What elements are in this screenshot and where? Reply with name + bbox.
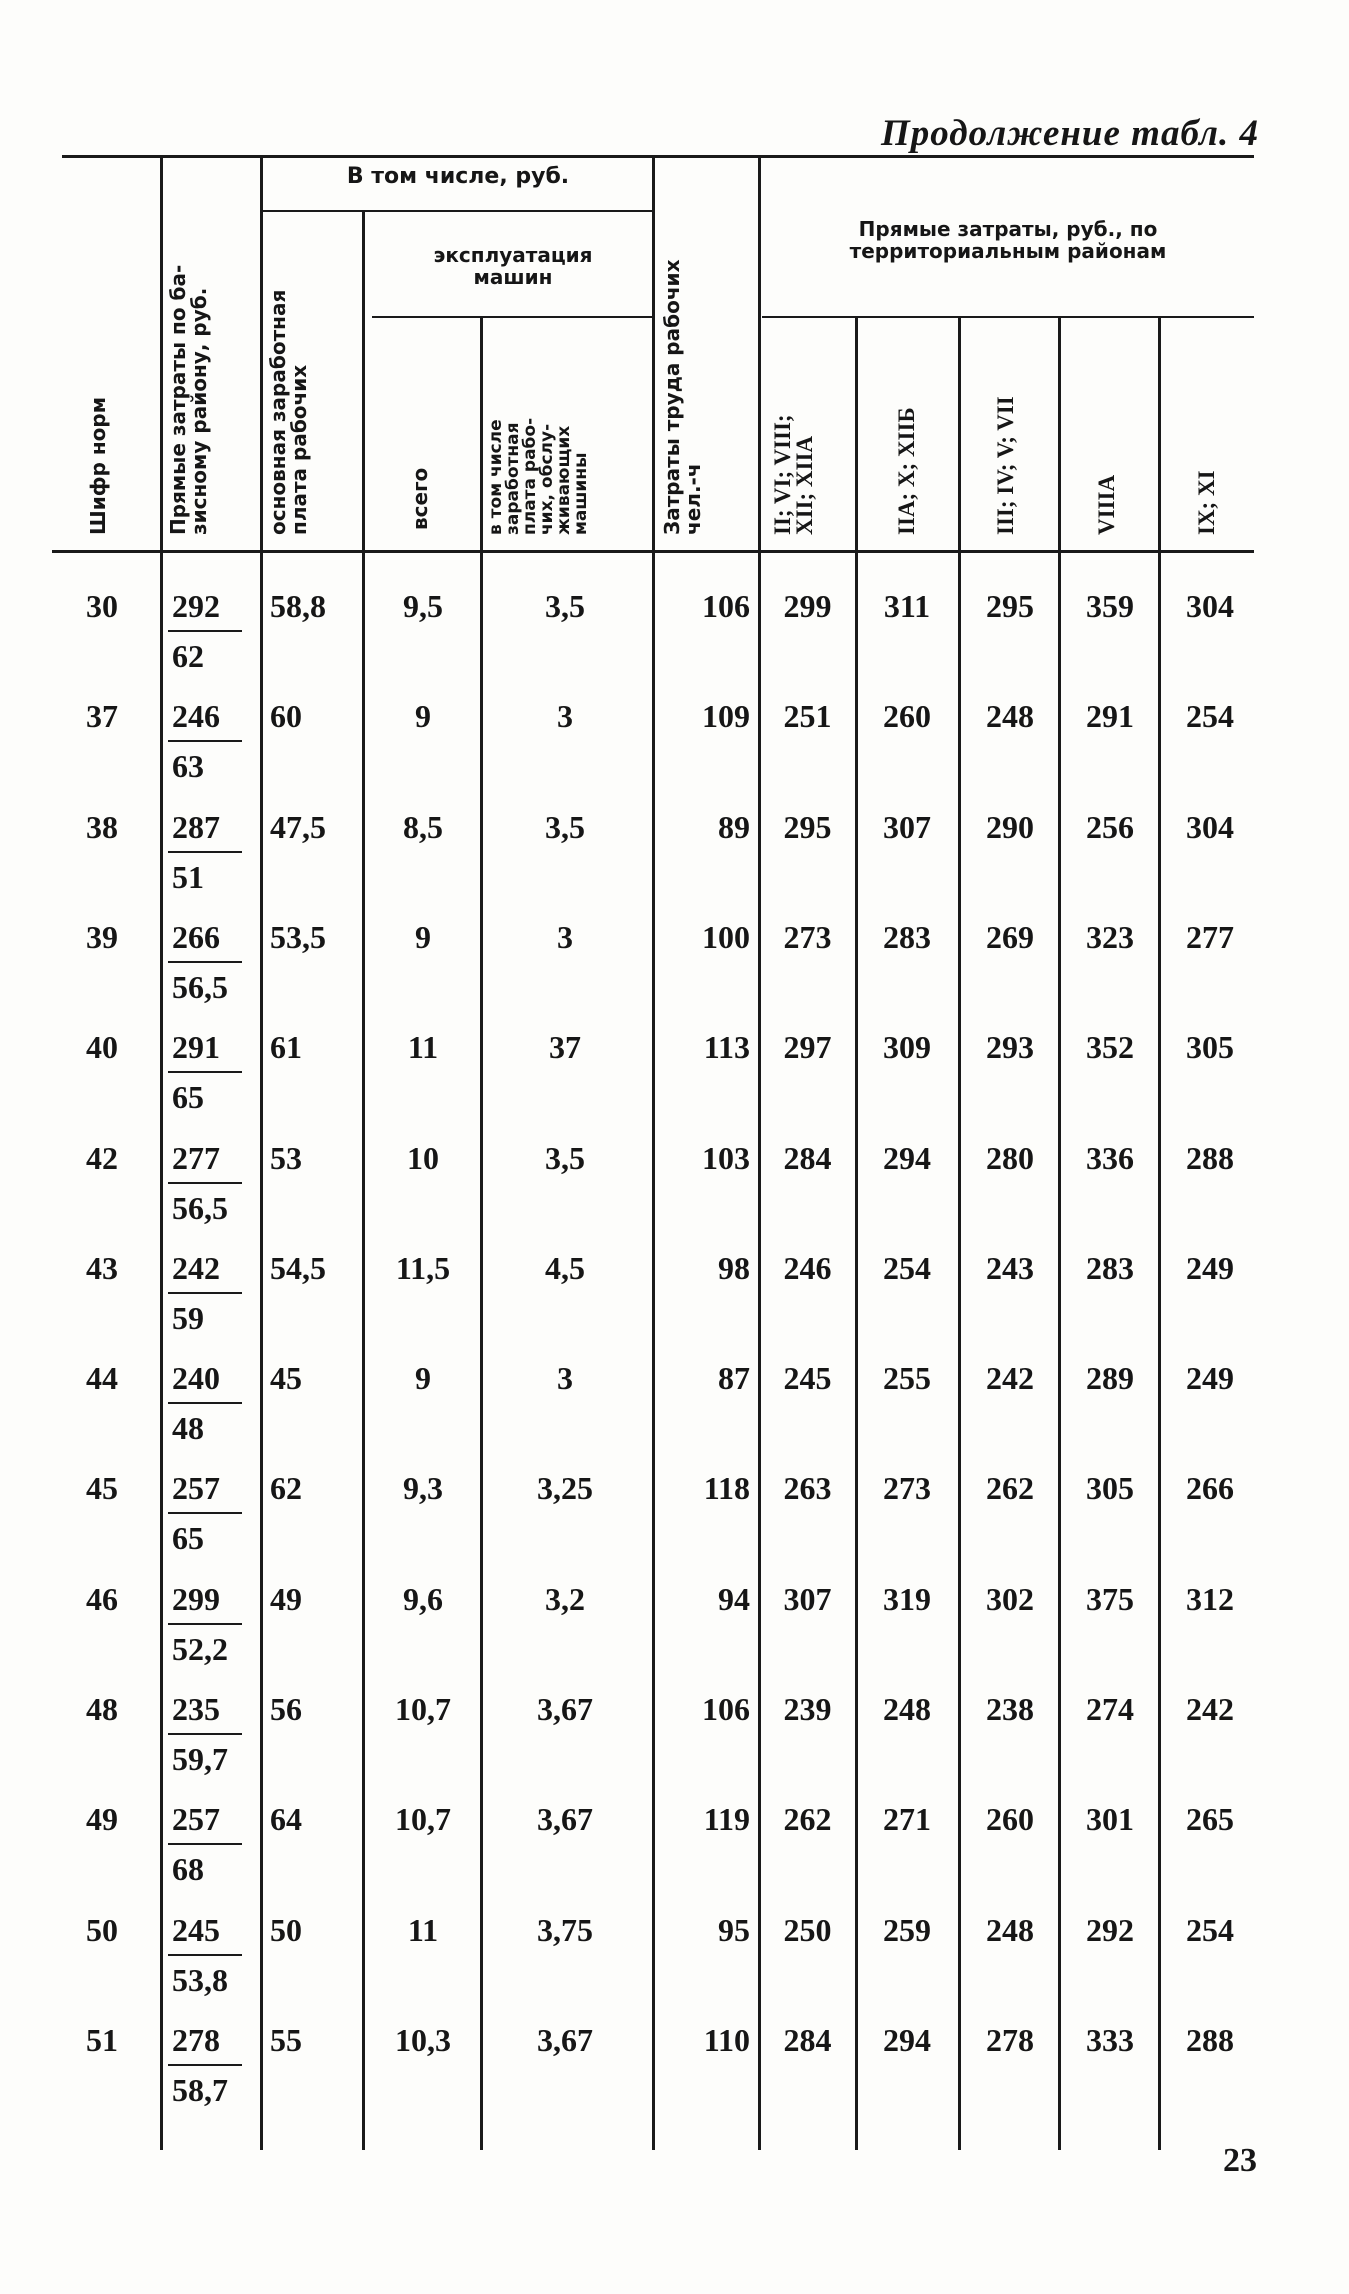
cell-r5: 305 bbox=[1186, 1029, 1234, 1065]
col-rule-7 bbox=[855, 316, 858, 2150]
cell-direct: 235 bbox=[172, 1691, 220, 1727]
cell-direct-sub: 65 bbox=[172, 1520, 204, 1556]
cell-r5: 266 bbox=[1186, 1470, 1234, 1506]
cell-direct: 277 bbox=[172, 1140, 220, 1176]
cell-direct-sub: 56,5 bbox=[172, 969, 228, 1005]
machines-group-rule bbox=[372, 316, 654, 318]
cell-labor: 89 bbox=[718, 809, 750, 845]
cell-wages: 60 bbox=[270, 698, 302, 734]
cell-labor: 109 bbox=[702, 698, 750, 734]
header-incl-group: В том числе, руб. bbox=[346, 164, 570, 189]
cell-code: 51 bbox=[86, 2022, 118, 2058]
cell-mach-wages: 3,2 bbox=[545, 1581, 585, 1617]
cell-code: 44 bbox=[86, 1360, 118, 1396]
cell-r5: 265 bbox=[1186, 1801, 1234, 1837]
cell-r3: 248 bbox=[986, 698, 1034, 734]
fraction-bar bbox=[168, 1071, 242, 1073]
cell-code: 39 bbox=[86, 919, 118, 955]
cell-r2: 309 bbox=[883, 1029, 931, 1065]
cell-r4: 289 bbox=[1086, 1360, 1134, 1396]
cell-mach-wages: 3,5 bbox=[545, 809, 585, 845]
cell-r3: 290 bbox=[986, 809, 1034, 845]
cell-mach-wages: 3,75 bbox=[537, 1912, 593, 1948]
cell-wages: 58,8 bbox=[270, 588, 326, 624]
col-rule-8 bbox=[958, 316, 961, 2150]
cell-r1: 284 bbox=[783, 1140, 832, 1176]
cell-mach-total: 11,5 bbox=[395, 1250, 451, 1286]
cell-direct-sub: 65 bbox=[172, 1079, 204, 1115]
cell-mach-wages: 3,67 bbox=[537, 1691, 593, 1727]
cell-mach-total: 8,5 bbox=[403, 809, 443, 845]
cell-direct: 291 bbox=[172, 1029, 220, 1065]
regional-group-rule bbox=[762, 316, 1254, 318]
cell-labor: 106 bbox=[702, 588, 750, 624]
cell-wages: 45 bbox=[270, 1360, 302, 1396]
cell-r3: 260 bbox=[986, 1801, 1034, 1837]
header-regional-group: Прямые затраты, руб., по территориальным районам bbox=[849, 217, 1167, 263]
cell-direct-sub: 58,7 bbox=[172, 2072, 228, 2108]
cell-code: 45 bbox=[86, 1470, 118, 1506]
header-region-2: IIA; X; XIIБ bbox=[894, 407, 919, 535]
header-region-1: II; VI; VIII; XII; XIIA bbox=[770, 414, 817, 535]
cell-r2: 307 bbox=[883, 809, 931, 845]
fraction-bar bbox=[168, 851, 242, 853]
fraction-bar bbox=[168, 1292, 242, 1294]
cell-direct-sub: 52,2 bbox=[172, 1631, 228, 1667]
cell-r3: 243 bbox=[986, 1250, 1034, 1286]
cell-mach-total: 11 bbox=[407, 1029, 439, 1065]
cell-mach-wages: 3 bbox=[557, 1360, 573, 1396]
fraction-bar bbox=[168, 1512, 242, 1514]
cell-mach-wages: 3 bbox=[557, 698, 573, 734]
header-code: Шифр норм bbox=[86, 396, 110, 535]
cell-wages: 64 bbox=[270, 1801, 302, 1837]
cell-mach-total: 9 bbox=[415, 1360, 431, 1396]
cell-r4: 274 bbox=[1086, 1691, 1134, 1727]
page-number: 23 bbox=[1223, 2142, 1257, 2179]
cell-labor: 106 bbox=[702, 1691, 750, 1727]
cell-code: 38 bbox=[86, 809, 118, 845]
cell-r2: 260 bbox=[883, 698, 931, 734]
cell-r5: 254 bbox=[1186, 698, 1234, 734]
cell-direct: 278 bbox=[172, 2022, 220, 2058]
fraction-bar bbox=[168, 1402, 242, 1404]
cell-r5: 304 bbox=[1186, 588, 1234, 624]
cell-r1: 263 bbox=[783, 1470, 832, 1506]
cell-r2: 254 bbox=[883, 1250, 931, 1286]
cell-r3: 302 bbox=[986, 1581, 1034, 1617]
cell-mach-total: 9,5 bbox=[403, 588, 443, 624]
fraction-bar bbox=[168, 1182, 242, 1184]
cell-direct-sub: 48 bbox=[172, 1410, 204, 1446]
cell-direct: 257 bbox=[172, 1801, 220, 1837]
cell-r5: 242 bbox=[1186, 1691, 1234, 1727]
cell-r1: 251 bbox=[783, 698, 832, 734]
cell-r5: 249 bbox=[1186, 1250, 1234, 1286]
cell-direct: 299 bbox=[172, 1581, 220, 1617]
col-rule-3 bbox=[362, 210, 365, 2150]
header-region-5: IX; XI bbox=[1194, 470, 1219, 535]
cell-r1: 297 bbox=[783, 1029, 832, 1065]
cell-direct-sub: 63 bbox=[172, 748, 204, 784]
cell-code: 30 bbox=[86, 588, 118, 624]
cell-labor: 103 bbox=[702, 1140, 750, 1176]
fraction-bar bbox=[168, 1733, 242, 1735]
cell-code: 40 bbox=[86, 1029, 118, 1065]
cell-mach-wages: 3,67 bbox=[537, 2022, 593, 2058]
cell-r4: 336 bbox=[1086, 1140, 1134, 1176]
cell-r5: 277 bbox=[1186, 919, 1234, 955]
cell-r5: 249 bbox=[1186, 1360, 1234, 1396]
incl-group-rule bbox=[262, 210, 654, 212]
cell-r3: 238 bbox=[986, 1691, 1034, 1727]
cell-mach-total: 9,6 bbox=[403, 1581, 443, 1617]
cell-labor: 113 bbox=[703, 1029, 750, 1065]
header-direct-base: Прямые затраты по ба- зисному району, руб. bbox=[166, 264, 211, 535]
cell-mach-total: 10 bbox=[407, 1140, 439, 1176]
cell-r3: 295 bbox=[986, 588, 1034, 624]
cell-r3: 262 bbox=[986, 1470, 1034, 1506]
cell-r1: 284 bbox=[783, 2022, 832, 2058]
cell-r2: 259 bbox=[883, 1912, 931, 1948]
cell-r1: 246 bbox=[783, 1250, 832, 1286]
cell-direct: 257 bbox=[172, 1470, 220, 1506]
cell-code: 37 bbox=[86, 698, 118, 734]
cell-code: 49 bbox=[86, 1801, 118, 1837]
cell-wages: 55 bbox=[270, 2022, 302, 2058]
cell-direct-sub: 62 bbox=[172, 638, 204, 674]
cell-r4: 323 bbox=[1086, 919, 1134, 955]
cell-wages: 49 bbox=[270, 1581, 302, 1617]
cell-code: 46 bbox=[86, 1581, 118, 1617]
cell-direct-sub: 53,8 bbox=[172, 1962, 228, 1998]
cell-direct-sub: 68 bbox=[172, 1851, 204, 1887]
col-rule-6 bbox=[758, 155, 761, 2150]
col-rule-1 bbox=[160, 155, 163, 2150]
cell-r1: 295 bbox=[783, 809, 832, 845]
cell-r2: 248 bbox=[883, 1691, 931, 1727]
cell-r1: 273 bbox=[783, 919, 832, 955]
header-labor: Затраты труда рабочих чел.-ч bbox=[660, 259, 705, 535]
cell-r4: 359 bbox=[1086, 588, 1134, 624]
header-wages: основная заработная плата рабочих bbox=[266, 289, 311, 535]
header-machines-total: всего bbox=[408, 467, 432, 530]
cell-code: 48 bbox=[86, 1691, 118, 1727]
cell-mach-wages: 3 bbox=[557, 919, 573, 955]
cell-r4: 283 bbox=[1086, 1250, 1134, 1286]
col-rule-5 bbox=[652, 155, 655, 2150]
fraction-bar bbox=[168, 2064, 242, 2066]
header-region-4: VIIIA bbox=[1094, 474, 1119, 535]
cell-mach-wages: 3,67 bbox=[537, 1801, 593, 1837]
cell-wages: 47,5 bbox=[270, 809, 326, 845]
cell-mach-wages: 3,25 bbox=[537, 1470, 593, 1506]
cell-r2: 271 bbox=[883, 1801, 931, 1837]
cell-r1: 307 bbox=[783, 1581, 832, 1617]
cell-labor: 98 bbox=[718, 1250, 750, 1286]
cell-r2: 319 bbox=[883, 1581, 931, 1617]
cell-direct: 266 bbox=[172, 919, 220, 955]
header-region-3: III; IV; V; VII bbox=[993, 396, 1018, 535]
cell-r2: 273 bbox=[883, 1470, 931, 1506]
fraction-bar bbox=[168, 1843, 242, 1845]
cell-mach-total: 9,3 bbox=[403, 1470, 443, 1506]
cell-r5: 288 bbox=[1186, 2022, 1234, 2058]
cell-direct: 245 bbox=[172, 1912, 220, 1948]
cell-r4: 291 bbox=[1086, 698, 1134, 734]
cell-r2: 283 bbox=[883, 919, 931, 955]
cell-r3: 280 bbox=[986, 1140, 1034, 1176]
cell-mach-wages: 3,5 bbox=[545, 588, 585, 624]
cell-direct-sub: 56,5 bbox=[172, 1190, 228, 1226]
cell-labor: 119 bbox=[703, 1801, 750, 1837]
cell-labor: 110 bbox=[703, 2022, 750, 2058]
cell-r5: 254 bbox=[1186, 1912, 1234, 1948]
page-title: Продолжение табл. 4 bbox=[881, 113, 1259, 154]
cell-mach-wages: 3,5 bbox=[545, 1140, 585, 1176]
cell-r2: 294 bbox=[883, 2022, 931, 2058]
cell-code: 42 bbox=[86, 1140, 118, 1176]
cell-labor: 100 bbox=[702, 919, 750, 955]
cell-r1: 299 bbox=[783, 588, 832, 624]
cell-mach-total: 10,7 bbox=[395, 1691, 451, 1727]
cell-r1: 250 bbox=[783, 1912, 832, 1948]
cell-direct-sub: 51 bbox=[172, 859, 204, 895]
cell-mach-total: 9 bbox=[415, 698, 431, 734]
fraction-bar bbox=[168, 630, 242, 632]
cell-labor: 94 bbox=[718, 1581, 750, 1617]
cell-r3: 242 bbox=[986, 1360, 1034, 1396]
cell-wages: 61 bbox=[270, 1029, 302, 1065]
cell-r2: 311 bbox=[883, 588, 931, 624]
cell-mach-total: 9 bbox=[415, 919, 431, 955]
cell-r4: 352 bbox=[1086, 1029, 1134, 1065]
fraction-bar bbox=[168, 1954, 242, 1956]
fraction-bar bbox=[168, 1623, 242, 1625]
cell-direct: 292 bbox=[172, 588, 220, 624]
cell-mach-total: 11 bbox=[407, 1912, 439, 1948]
cell-r5: 304 bbox=[1186, 809, 1234, 845]
cell-labor: 95 bbox=[718, 1912, 750, 1948]
cell-mach-wages: 4,5 bbox=[545, 1250, 585, 1286]
cell-wages: 50 bbox=[270, 1912, 302, 1948]
cell-r3: 278 bbox=[986, 2022, 1034, 2058]
cell-r1: 245 bbox=[783, 1360, 832, 1396]
cell-r4: 292 bbox=[1086, 1912, 1134, 1948]
cell-r1: 262 bbox=[783, 1801, 832, 1837]
cell-r1: 239 bbox=[783, 1691, 832, 1727]
cell-r4: 333 bbox=[1086, 2022, 1134, 2058]
cell-r3: 269 bbox=[986, 919, 1034, 955]
cell-direct: 242 bbox=[172, 1250, 220, 1286]
table-top-rule bbox=[62, 155, 1254, 158]
cell-mach-total: 10,3 bbox=[395, 2022, 451, 2058]
cell-r4: 375 bbox=[1086, 1581, 1134, 1617]
cell-code: 50 bbox=[86, 1912, 118, 1948]
col-rule-4 bbox=[480, 316, 483, 2150]
cell-wages: 53 bbox=[270, 1140, 302, 1176]
col-rule-2 bbox=[260, 155, 263, 2150]
cell-direct: 240 bbox=[172, 1360, 220, 1396]
cell-r5: 312 bbox=[1186, 1581, 1234, 1617]
cell-wages: 53,5 bbox=[270, 919, 326, 955]
col-rule-9 bbox=[1058, 316, 1061, 2150]
cell-r2: 294 bbox=[883, 1140, 931, 1176]
cell-wages: 56 bbox=[270, 1691, 302, 1727]
cell-labor: 87 bbox=[718, 1360, 750, 1396]
cell-code: 43 bbox=[86, 1250, 118, 1286]
cell-labor: 118 bbox=[703, 1470, 750, 1506]
cell-direct-sub: 59 bbox=[172, 1300, 204, 1336]
cell-r5: 288 bbox=[1186, 1140, 1234, 1176]
fraction-bar bbox=[168, 961, 242, 963]
cell-r4: 305 bbox=[1086, 1470, 1134, 1506]
cell-r3: 248 bbox=[986, 1912, 1034, 1948]
cell-direct: 287 bbox=[172, 809, 220, 845]
cell-direct: 246 bbox=[172, 698, 220, 734]
cell-wages: 62 bbox=[270, 1470, 302, 1506]
cell-r3: 293 bbox=[986, 1029, 1034, 1065]
cell-direct-sub: 59,7 bbox=[172, 1741, 228, 1777]
cell-r4: 301 bbox=[1086, 1801, 1134, 1837]
cell-r2: 255 bbox=[883, 1360, 931, 1396]
cell-r4: 256 bbox=[1086, 809, 1134, 845]
header-machines-group: эксплуатация машин bbox=[433, 243, 593, 289]
fraction-bar bbox=[168, 740, 242, 742]
col-rule-10 bbox=[1158, 316, 1161, 2150]
cell-wages: 54,5 bbox=[270, 1250, 326, 1286]
header-machines-wages: в том числе заработная плата рабо- чих, обслу- живающих машины bbox=[486, 417, 591, 535]
cell-mach-wages: 37 bbox=[549, 1029, 581, 1065]
cell-mach-total: 10,7 bbox=[395, 1801, 451, 1837]
